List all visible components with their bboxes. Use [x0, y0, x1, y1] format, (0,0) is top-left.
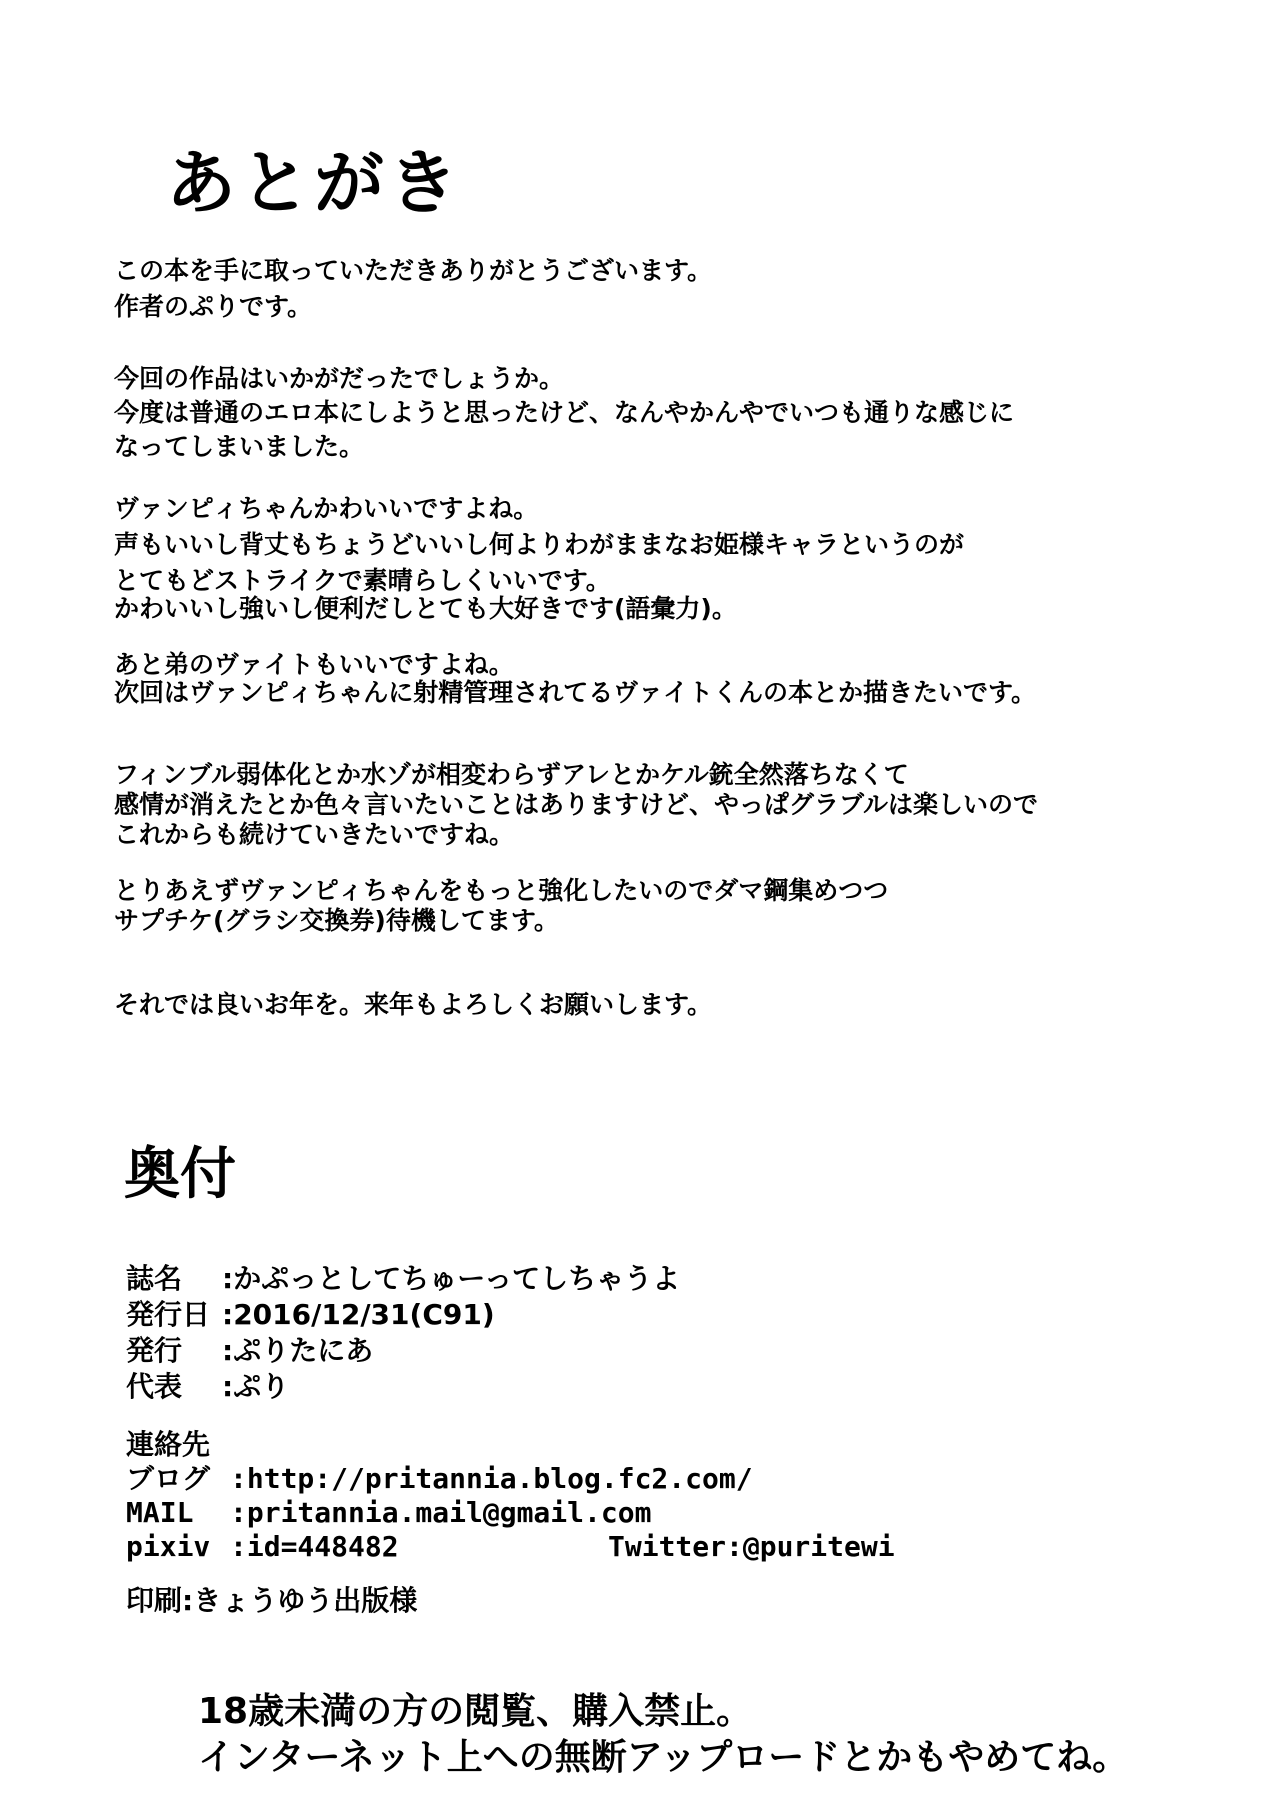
colophon-row-date [126, 1298, 495, 1332]
afterword-line: かわいいし強いし便利だしとても大好きです(語彙力)。 [114, 594, 737, 623]
colophon-label: 発行日 [126, 1298, 211, 1331]
pixiv-id-link[interactable]: :id=448482 [230, 1530, 399, 1563]
colophon-separator: : [222, 1334, 234, 1367]
contact-heading: 連絡先 [126, 1428, 211, 1461]
afterword-line: ヴァンピィちゃんかわいいですよね。 [114, 494, 539, 523]
upload-warning: インターネット上への無断アップロードとかもやめてね。 [198, 1737, 1129, 1778]
afterword-line: これからも続けていきたいですね。 [114, 820, 515, 849]
colophon-label: 誌名 [126, 1262, 183, 1295]
afterword-line: 次回はヴァンピィちゃんに射精管理されてるヴァイトくんの本とか描きたいです。 [114, 678, 1037, 707]
contact-row-pixiv [126, 1530, 895, 1564]
contact-row-mail [126, 1496, 651, 1530]
contact-label: MAIL [126, 1496, 194, 1529]
age-warning: 18歳未満の方の閲覧、購入禁止。 [198, 1691, 753, 1732]
colophon-label: 発行 [126, 1334, 183, 1367]
colophon-value: かぷっとしてちゅーってしちゃうよ [233, 1262, 681, 1295]
contact-label: ブログ [126, 1462, 211, 1495]
contact-label: pixiv [126, 1530, 211, 1563]
colophon-separator: : [222, 1262, 234, 1295]
afterword-line: とてもどストライクで素晴らしくいいです。 [114, 566, 611, 595]
colophon-title: 奥付 [124, 1142, 236, 1207]
mail-address-link[interactable]: :pritannia.mail@gmail.com [230, 1496, 652, 1529]
colophon-value: ぷりたにあ [233, 1334, 374, 1367]
printer-credit: 印刷:きょうゆう出版様 [126, 1584, 418, 1617]
afterword-line: 今度は普通のエロ本にしようと思ったけど、なんやかんやでいつも通りな感じに [114, 398, 1015, 427]
colophon-value: ぷり [233, 1370, 290, 1403]
blog-url-link[interactable]: :http://pritannia.blog.fc2.com/ [230, 1462, 753, 1495]
colophon-row-publisher [126, 1334, 373, 1368]
contact-row-blog [126, 1462, 753, 1496]
afterword-line: 声もいいし背丈もちょうどいいし何よりわがままなお姫様キャラというのが [114, 530, 965, 559]
afterword-line: あと弟のヴァイトもいいですよね。 [114, 650, 514, 679]
afterword-title: あとがき [166, 141, 462, 224]
afterword-line: とりあえずヴァンピィちゃんをもっと強化したいのでダマ鋼集めつつ [114, 876, 889, 905]
colophon-separator: : [222, 1370, 234, 1403]
afterword-line: 感情が消えたとか色々言いたいことはありますけど、やっぱグラブルは楽しいので [114, 790, 1039, 819]
colophon-value: 2016/12/31(C91) [233, 1298, 495, 1331]
afterword-line: なってしまいました。 [114, 432, 365, 461]
afterword-line: 作者のぷりです。 [114, 292, 313, 321]
afterword-line: 今回の作品はいかがだったでしょうか。 [114, 364, 565, 393]
afterword-line: サプチケ(グラシ交換券)待機してます。 [114, 906, 559, 935]
colophon-row-representative [126, 1370, 289, 1404]
afterword-line: この本を手に取っていただきありがとうございます。 [114, 256, 713, 285]
colophon-separator: : [222, 1298, 234, 1331]
colophon-row-title [126, 1262, 680, 1296]
colophon-label: 代表 [126, 1370, 183, 1403]
afterword-line: それでは良いお年を。来年もよろしくお願いします。 [114, 990, 713, 1019]
twitter-handle-link[interactable]: Twitter:@puritewi [608, 1530, 895, 1563]
afterword-line: フィンブル弱体化とか水ゾが相変わらずアレとかケル銃全然落ちなくて [114, 760, 909, 789]
